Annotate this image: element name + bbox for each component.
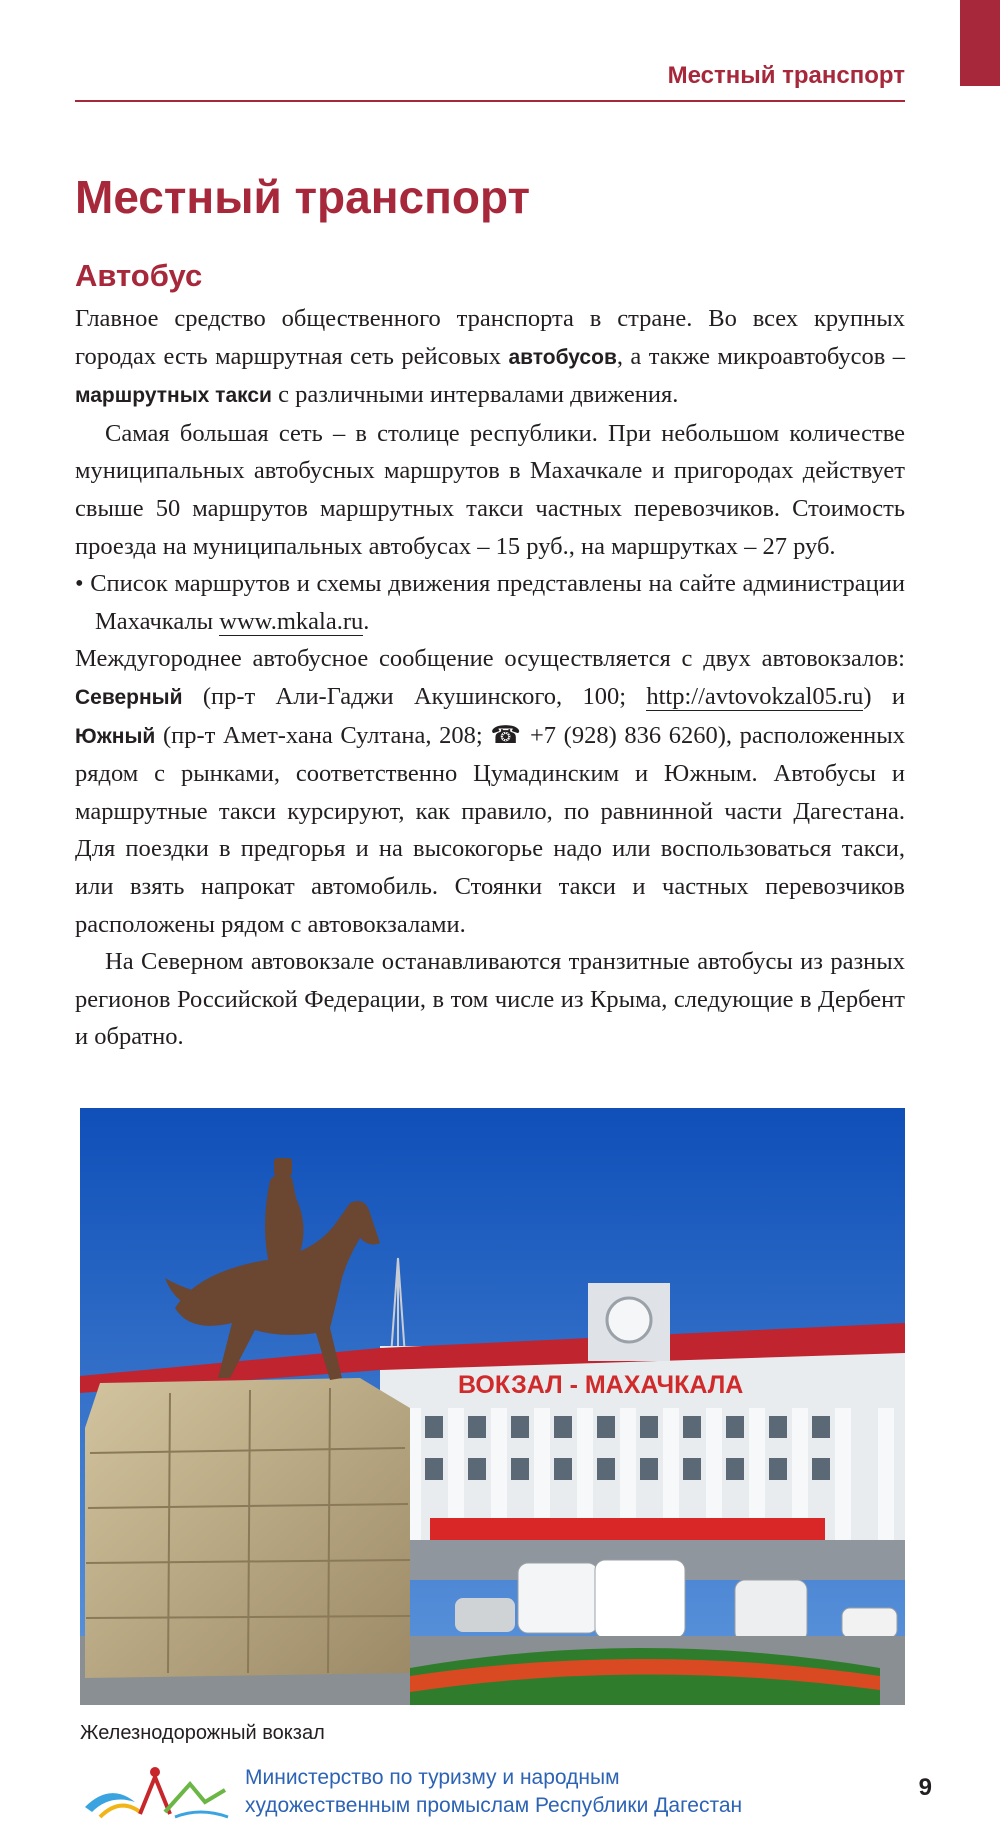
bold-term: Северный xyxy=(75,685,183,709)
footer-ministry-text xyxy=(245,1764,805,1820)
footer-line-2: художественным промыслам Республики Дагестан xyxy=(245,1794,743,1817)
bold-term: маршрутных такси xyxy=(75,384,272,408)
paragraph-intro xyxy=(75,300,905,415)
photo-caption: Железнодорожный вокзал xyxy=(80,1722,325,1744)
text-run: (пр-т Али-Гаджи Акушинского, 100; xyxy=(182,682,647,710)
text-run: ) и xyxy=(863,682,905,710)
text-run: Главное средство общественного транспорта в стране. Во всех крупных городах есть маршрутная сеть рейсовых xyxy=(75,305,905,370)
footer-line-1: Министерство по туризму и народным xyxy=(245,1766,620,1789)
text-run: Список маршрутов и схемы движения представлены на сайте администрации Махачкалы xyxy=(90,570,905,635)
text-run: . xyxy=(363,607,370,635)
paragraph-capital-network: Самая большая сеть – в столице республики. При небольшом количестве муниципальных автобусных маршрутов в Махачкале и пригородах действует свыше 50 маршрутов маршрутных такси частных перевозчиков. Стоимость проезда на муниципальных автобусах – 15 руб., на маршрутках – 27 руб. xyxy=(75,419,905,560)
text-run: (пр-т Амет-хана Султана, 208; xyxy=(155,721,491,749)
entrance-canopy xyxy=(430,1518,825,1540)
bullet-routes xyxy=(75,565,905,640)
header-rule xyxy=(75,100,905,102)
page-number: 9 xyxy=(918,1774,932,1801)
bullet-marker: • xyxy=(75,570,84,598)
text-run: Междугороднее автобусное сообщение осуществляется с двух автовокзалов: xyxy=(75,645,905,673)
link-avtovokzal[interactable]: http://avtovokzal05.ru xyxy=(646,682,864,710)
bold-term: автобусов xyxy=(508,345,617,369)
emblem-icon xyxy=(607,1298,651,1342)
section-heading: Автобус xyxy=(75,258,203,293)
paragraph-intercity xyxy=(75,640,905,943)
corner-tab xyxy=(960,0,1000,86)
text-run: +7 (928) 836 6260), расположенных рядом с рынками, соответственно Цумадинским и Южным. Автобусы и маршрутные такси курсируют, как правило, по равнинной части Дагестана. Для поездки в предгорья и на высокогорье надо или воспользоваться такси, или взять напрокат автомобиль. Стоянки такси и частных перевозчиков расположены рядом с автовокзалами. xyxy=(75,721,905,938)
bold-term: Южный xyxy=(75,724,156,748)
page-title: Местный транспорт xyxy=(75,171,531,223)
station-sign: ВОКЗАЛ - МАХАЧКАЛА xyxy=(458,1371,744,1399)
running-header: Местный транспорт xyxy=(667,62,905,89)
body-text xyxy=(75,300,905,1056)
paragraph-transit: На Северном автовокзале останавливаются транзитные автобусы из разных регионов Российской Федерации, в том числе из Крыма, следующие в Дербент и обратно. xyxy=(75,948,905,1051)
ministry-logo-icon xyxy=(80,1762,230,1822)
link-mkala[interactable]: www.mkala.ru xyxy=(219,607,364,635)
text-run: , а также микроавтобусов – xyxy=(616,342,905,370)
text-run: с различными интервалами движения. xyxy=(271,381,679,409)
station-photo xyxy=(80,1108,905,1705)
phone-icon: ☎ xyxy=(490,721,523,749)
